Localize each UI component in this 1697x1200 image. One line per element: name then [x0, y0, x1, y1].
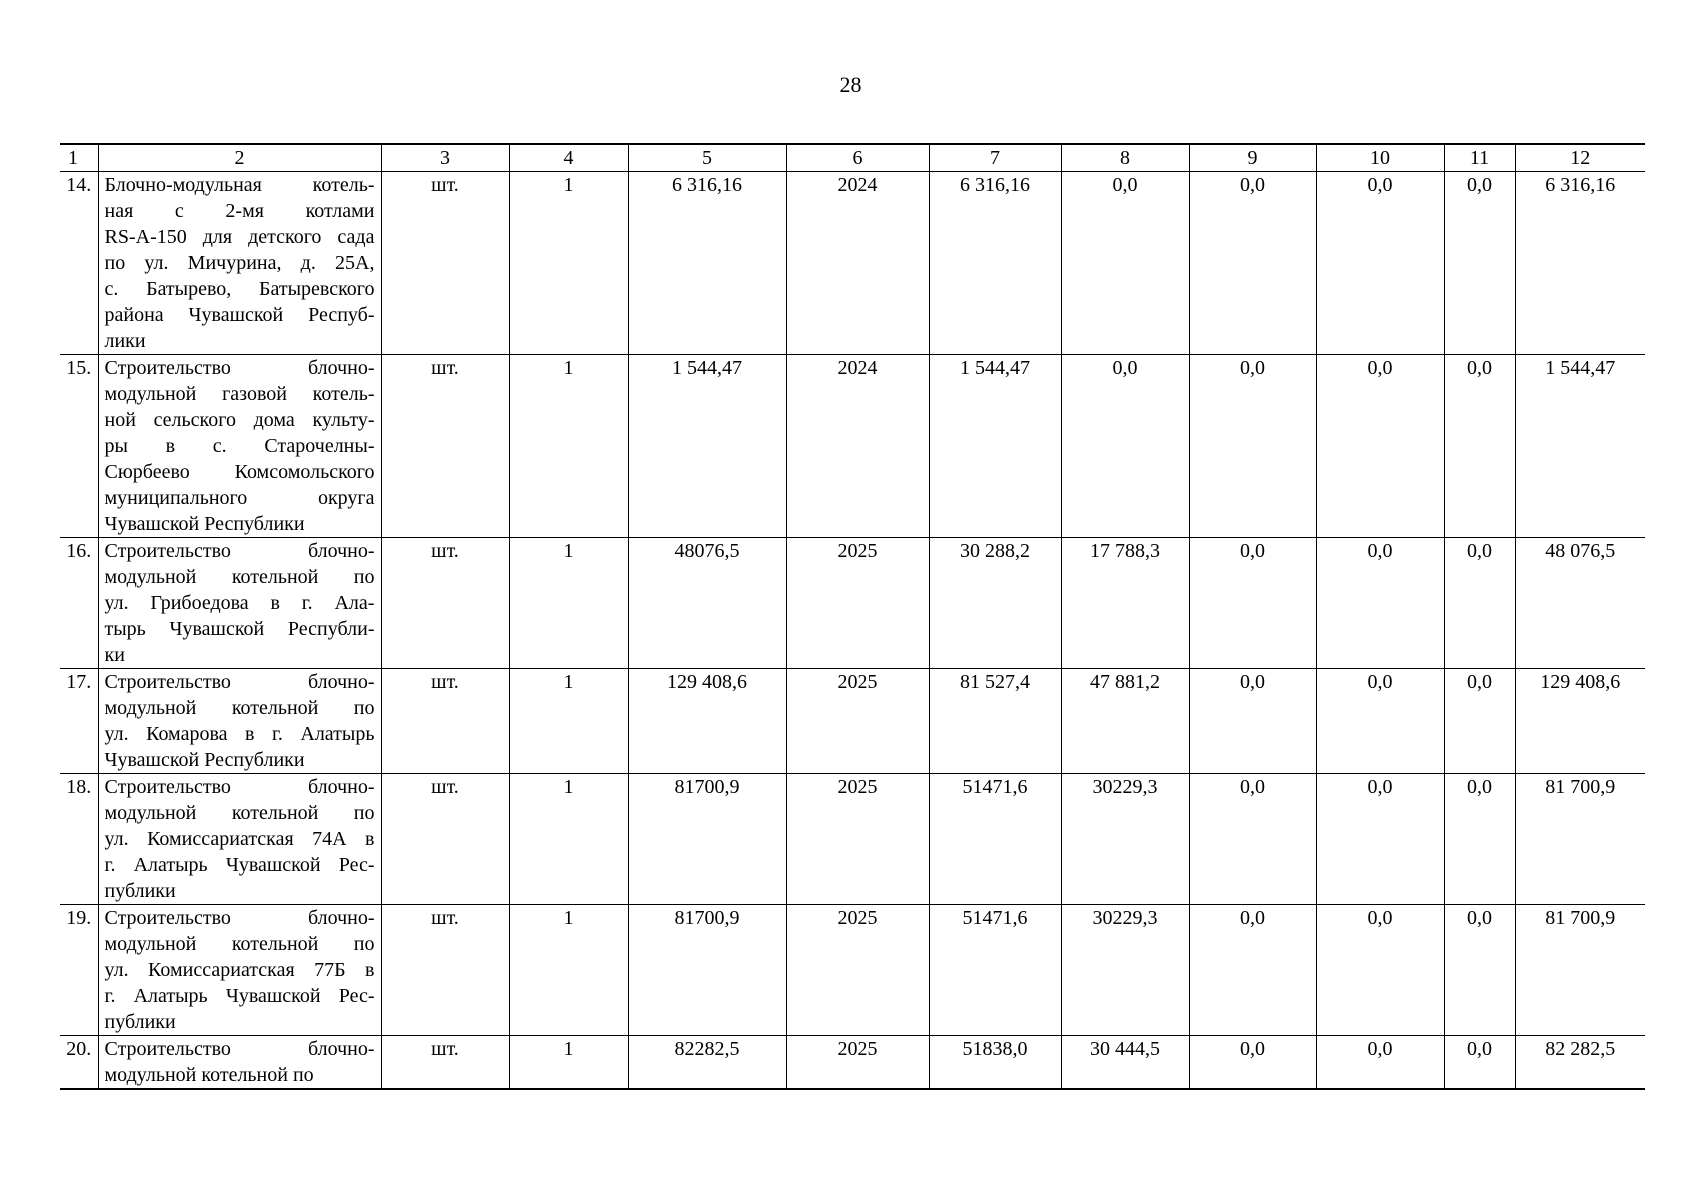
table-row — [60, 355, 1645, 538]
object-name-line: с. Батырево, Батыревского — [104, 278, 375, 300]
object-name-line: Чувашской Республики — [104, 513, 305, 535]
object-name-cell — [98, 538, 381, 669]
value-cell-7: 51471,6 — [929, 774, 1061, 905]
year-cell: 2025 — [786, 538, 929, 669]
object-name-line: модульной котельной по — [104, 1064, 314, 1086]
quantity-cell: 1 — [509, 172, 628, 355]
object-name-line: модульной котельной по — [104, 697, 375, 719]
object-name-cell — [98, 1036, 381, 1090]
investment-table — [60, 143, 1645, 1090]
table-row — [60, 774, 1645, 905]
value-cell-9: 0,0 — [1189, 538, 1316, 669]
value-cell-10: 0,0 — [1316, 355, 1444, 538]
cost-cell: 81700,9 — [628, 905, 786, 1036]
value-cell-11: 0,0 — [1444, 905, 1515, 1036]
value-cell-8: 30229,3 — [1061, 905, 1189, 1036]
object-name-line: модульной котельной по — [104, 802, 375, 824]
value-cell-9: 0,0 — [1189, 905, 1316, 1036]
value-cell-9: 0,0 — [1189, 669, 1316, 774]
value-cell-8: 0,0 — [1061, 355, 1189, 538]
value-cell-10: 0,0 — [1316, 538, 1444, 669]
object-name-line: г. Алатырь Чувашской Рес- — [104, 854, 375, 876]
value-cell-7: 81 527,4 — [929, 669, 1061, 774]
object-name-line: Строительство блочно- — [104, 1038, 375, 1060]
value-cell-8: 30 444,5 — [1061, 1036, 1189, 1090]
object-name-line: по ул. Мичурина, д. 25А, — [104, 252, 375, 274]
object-name-line: ки — [104, 644, 125, 666]
year-cell: 2025 — [786, 905, 929, 1036]
object-name-line: модульной котельной по — [104, 566, 375, 588]
value-cell-11: 0,0 — [1444, 538, 1515, 669]
value-cell-9: 0,0 — [1189, 774, 1316, 905]
object-name-line: района Чувашской Респуб- — [104, 304, 375, 326]
value-cell-10: 0,0 — [1316, 172, 1444, 355]
row-number: 20. — [60, 1036, 98, 1090]
object-name-line: Сюрбеево Комсомольского — [104, 461, 375, 483]
value-cell-7: 51838,0 — [929, 1036, 1061, 1090]
column-header: 6 — [786, 144, 929, 172]
object-name-line: ул. Комиссариатская 77Б в — [104, 959, 375, 981]
object-name-line: Чувашской Республики — [104, 749, 305, 771]
table-row — [60, 172, 1645, 355]
column-header: 7 — [929, 144, 1061, 172]
quantity-cell: 1 — [509, 774, 628, 905]
value-cell-10: 0,0 — [1316, 669, 1444, 774]
object-name-cell — [98, 172, 381, 355]
value-cell-7: 30 288,2 — [929, 538, 1061, 669]
value-cell-7: 51471,6 — [929, 905, 1061, 1036]
object-name-line: ул. Комиссариатская 74А в — [104, 828, 375, 850]
object-name-cell — [98, 774, 381, 905]
quantity-cell: 1 — [509, 538, 628, 669]
column-header: 12 — [1515, 144, 1645, 172]
cost-cell: 1 544,47 — [628, 355, 786, 538]
quantity-cell: 1 — [509, 355, 628, 538]
column-header: 5 — [628, 144, 786, 172]
object-name-line: Строительство блочно- — [104, 776, 375, 798]
value-cell-8: 0,0 — [1061, 172, 1189, 355]
object-name-line: Строительство блочно- — [104, 540, 375, 562]
table-row — [60, 669, 1645, 774]
value-cell-12: 48 076,5 — [1515, 538, 1645, 669]
value-cell-8: 47 881,2 — [1061, 669, 1189, 774]
object-name-line: лики — [104, 330, 146, 352]
object-name-line: публики — [104, 1011, 176, 1033]
value-cell-7: 6 316,16 — [929, 172, 1061, 355]
object-name-cell — [98, 669, 381, 774]
object-name-line: Строительство блочно- — [104, 907, 375, 929]
column-header: 9 — [1189, 144, 1316, 172]
column-header: 3 — [381, 144, 509, 172]
value-cell-8: 17 788,3 — [1061, 538, 1189, 669]
table-row — [60, 905, 1645, 1036]
object-name-line: г. Алатырь Чувашской Рес- — [104, 985, 375, 1007]
unit-cell: шт. — [381, 669, 509, 774]
row-number: 14. — [60, 172, 98, 355]
value-cell-10: 0,0 — [1316, 1036, 1444, 1090]
row-number: 19. — [60, 905, 98, 1036]
object-name-line: муниципального округа — [104, 487, 375, 509]
object-name-line: Блочно-модульная котель- — [104, 174, 375, 196]
unit-cell: шт. — [381, 1036, 509, 1090]
object-name-line: ная с 2-мя котлами — [104, 200, 375, 222]
row-number: 16. — [60, 538, 98, 669]
object-name-line: тырь Чувашской Республи- — [104, 618, 375, 640]
value-cell-12: 81 700,9 — [1515, 774, 1645, 905]
unit-cell: шт. — [381, 905, 509, 1036]
year-cell: 2024 — [786, 172, 929, 355]
value-cell-8: 30229,3 — [1061, 774, 1189, 905]
object-name-line: модульной газовой котель- — [104, 383, 375, 405]
column-header: 1 — [60, 144, 98, 172]
unit-cell: шт. — [381, 172, 509, 355]
table-row — [60, 538, 1645, 669]
object-name-line: ры в с. Старочелны- — [104, 435, 375, 457]
object-name-line: ул. Комарова в г. Алатырь — [104, 723, 375, 745]
page-number: 28 — [839, 72, 862, 97]
quantity-cell: 1 — [509, 905, 628, 1036]
column-header: 2 — [98, 144, 381, 172]
value-cell-9: 0,0 — [1189, 172, 1316, 355]
row-number: 15. — [60, 355, 98, 538]
value-cell-7: 1 544,47 — [929, 355, 1061, 538]
object-name-line: ул. Грибоедова в г. Ала- — [104, 592, 375, 614]
object-name-line: ной сельского дома культу- — [104, 409, 375, 431]
row-number: 17. — [60, 669, 98, 774]
value-cell-11: 0,0 — [1444, 774, 1515, 905]
object-name-line: RS-A-150 для детского сада — [104, 226, 375, 248]
value-cell-11: 0,0 — [1444, 669, 1515, 774]
quantity-cell: 1 — [509, 1036, 628, 1090]
year-cell: 2024 — [786, 355, 929, 538]
cost-cell: 129 408,6 — [628, 669, 786, 774]
cost-cell: 82282,5 — [628, 1036, 786, 1090]
value-cell-11: 0,0 — [1444, 355, 1515, 538]
object-name-cell — [98, 355, 381, 538]
unit-cell: шт. — [381, 538, 509, 669]
value-cell-12: 81 700,9 — [1515, 905, 1645, 1036]
row-number: 18. — [60, 774, 98, 905]
column-header: 10 — [1316, 144, 1444, 172]
table-row — [60, 1036, 1645, 1090]
value-cell-9: 0,0 — [1189, 355, 1316, 538]
value-cell-9: 0,0 — [1189, 1036, 1316, 1090]
year-cell: 2025 — [786, 669, 929, 774]
object-name-line: публики — [104, 880, 176, 902]
unit-cell: шт. — [381, 774, 509, 905]
value-cell-12: 6 316,16 — [1515, 172, 1645, 355]
cost-cell: 81700,9 — [628, 774, 786, 905]
value-cell-12: 1 544,47 — [1515, 355, 1645, 538]
object-name-line: модульной котельной по — [104, 933, 375, 955]
column-number-row — [60, 144, 1645, 172]
quantity-cell: 1 — [509, 669, 628, 774]
cost-cell: 48076,5 — [628, 538, 786, 669]
object-name-line: Строительство блочно- — [104, 671, 375, 693]
value-cell-11: 0,0 — [1444, 1036, 1515, 1090]
column-header: 4 — [509, 144, 628, 172]
cost-cell: 6 316,16 — [628, 172, 786, 355]
object-name-line: Строительство блочно- — [104, 357, 375, 379]
year-cell: 2025 — [786, 1036, 929, 1090]
column-header: 11 — [1444, 144, 1515, 172]
value-cell-12: 129 408,6 — [1515, 669, 1645, 774]
column-header: 8 — [1061, 144, 1189, 172]
value-cell-10: 0,0 — [1316, 774, 1444, 905]
unit-cell: шт. — [381, 355, 509, 538]
year-cell: 2025 — [786, 774, 929, 905]
value-cell-11: 0,0 — [1444, 172, 1515, 355]
value-cell-12: 82 282,5 — [1515, 1036, 1645, 1090]
value-cell-10: 0,0 — [1316, 905, 1444, 1036]
object-name-cell — [98, 905, 381, 1036]
